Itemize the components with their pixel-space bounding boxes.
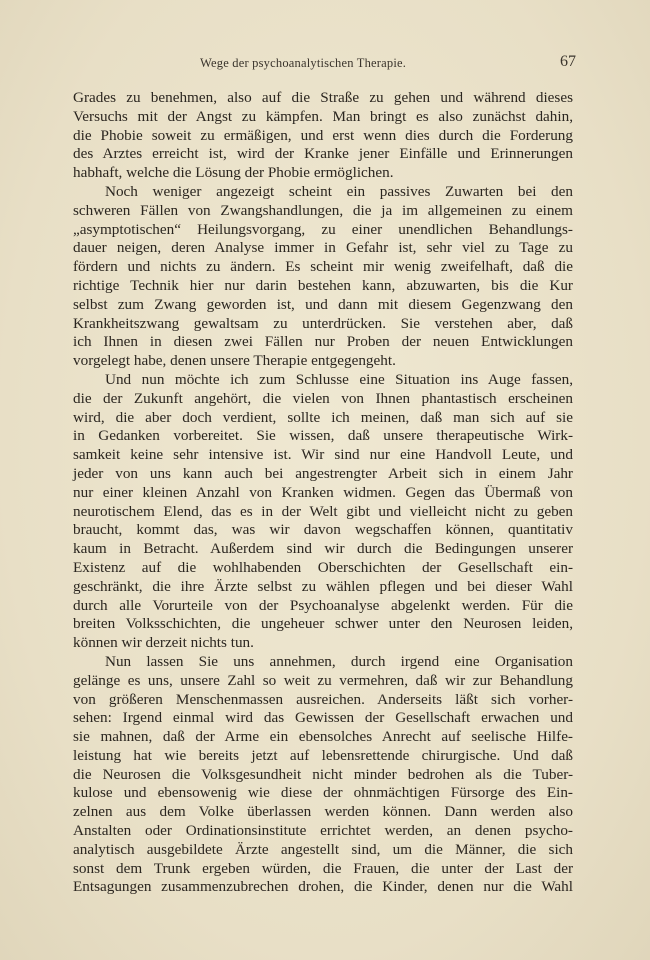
text-line: dauer neigen, deren Analyse immer in Gefahr ist, sehr viel zu Tage zu [73, 239, 573, 257]
text-line: kaum in Betracht. Außerdem sind wir durch die Bedingungen unserer [73, 540, 573, 558]
body-text [73, 89, 573, 897]
text-line: sie mahnen, daß der Arme ein ebensolches Anrecht auf seelische Hilfe- [73, 728, 573, 746]
text-line: breiten Volksschichten, die ungeheuer schwer unter den Neurosen leiden, [73, 615, 573, 633]
text-line: Und nun möchte ich zum Schlusse eine Situation ins Auge fassen, [105, 370, 573, 388]
text-line: die der Zukunft angehört, die vielen von Ihnen phantastisch erscheinen [73, 389, 573, 407]
text-line: Krankheitszwang gewaltsam zu unterdrücken. Sie verstehen aber, daß [73, 314, 573, 332]
text-line: wird, die aber doch verdient, sollte ich meinen, daß man sich auf sie [73, 408, 573, 426]
text-line: leistung hat wie bereits jetzt auf lebensrettende chirurgische. Und daß [73, 746, 573, 764]
text-line: geschränkt, die ihre Ärzte selbst zu wählen pflegen und bei dieser Wahl [73, 577, 573, 595]
text-line: Existenz auf die wohlhabenden Oberschichten der Gesellschaft ein- [73, 558, 573, 576]
text-line: samkeit keine sehr intensive ist. Wir sind nur eine Handvoll Leute, und [73, 446, 573, 464]
paragraph [73, 653, 573, 897]
text-line: gelänge es uns, unsere Zahl so weit zu vermehren, daß wir zur Behandlung [73, 671, 573, 689]
text-line: können wir derzeit nichts tun. [73, 634, 254, 652]
text-line: von größeren Menschenmassen ausreichen. Anderseits läßt sich vorher- [73, 690, 573, 708]
text-line: jeder von uns kann auch bei angestrengter Arbeit sich in einem Jahr [73, 464, 573, 482]
text-line: in Gedanken vorbereitet. Sie wissen, daß unsere therapeutische Wirk- [73, 427, 573, 445]
text-line: Versuchs mit der Angst zu kämpfen. Man bringt es also zunächst dahin, [73, 107, 573, 125]
text-line: Noch weniger angezeigt scheint ein passives Zuwarten bei den [105, 182, 573, 200]
text-line: sehen: Irgend einmal wird das Gewissen der Gesellschaft erwachen und [73, 709, 573, 727]
paragraph [73, 371, 573, 653]
text-line: Entsagungen zusammenzubrechen drohen, die Kinder, denen nur die Wahl [73, 878, 573, 896]
running-head: Wege der psychoanalytischen Therapie. [200, 56, 407, 70]
paragraph [73, 183, 573, 371]
text-line: die Phobie soweit zu ermäßigen, und erst wenn dies durch die Forderung [73, 126, 573, 144]
text-line: nur einer kleinen Anzahl von Kranken widmen. Gegen das Übermaß von [73, 483, 573, 501]
text-line: neurotischem Elend, das es in der Welt gibt und vielleicht nicht zu geben [73, 502, 573, 520]
text-line: ich Ihnen in diesen zwei Fällen nur Proben der neuen Entwicklungen [73, 333, 573, 351]
text-line: kulose und ebensowenig wie diese der ohnmächtigen Fürsorge des Ein- [73, 784, 573, 802]
text-line: „asymptotischen“ Heilungsvorgang, zu einer unendlichen Behandlungs- [73, 220, 573, 238]
page-number: 67 [560, 53, 576, 70]
text-line: sonst dem Trunk ergeben würden, die Frauen, die unter der Last der [73, 859, 573, 877]
text-line: richtige Technik hier nur darin bestehen kann, abzuwarten, bis die Kur [73, 276, 573, 294]
text-line: habhaft, welche die Lösung der Phobie ermöglichen. [73, 164, 394, 182]
text-line: des Arztes erreicht ist, wird der Kranke jener Einfälle und Erinnerungen [73, 145, 573, 163]
text-line: vorgelegt habe, denen unsere Therapie entgegengeht. [73, 352, 396, 370]
text-line: fördern und nichts zu ändern. Es scheint mir wenig zweifelhaft, daß die [73, 258, 573, 276]
text-line: selbst zum Zwang geworden ist, und dann mit diesem Gegenzwang den [73, 295, 573, 313]
text-line: schweren Fällen von Zwangshandlungen, die ja im allgemeinen zu einem [73, 201, 573, 219]
text-line: Nun lassen Sie uns annehmen, durch irgend eine Organisation [105, 652, 573, 670]
paragraph [73, 89, 573, 183]
text-line: zelnen aus dem Volke überlassen werden können. Dann werden also [73, 803, 573, 821]
text-line: durch alle Vorurteile von der Psychoanalyse abgelenkt werden. Für die [73, 596, 573, 614]
text-line: braucht, kommt das, was wir davon wegschaffen können, quantitativ [73, 521, 573, 539]
text-line: Anstalten oder Ordinationsinstitute errichtet werden, an denen psycho- [73, 822, 573, 840]
text-line: analytisch ausgebildete Ärzte angestellt sind, um die Männer, die sich [73, 840, 573, 858]
text-line: die Neurosen die Volksgesundheit nicht minder bedrohen als die Tuber- [73, 765, 573, 783]
text-line: Grades zu benehmen, also auf die Straße zu gehen und während dieses [73, 89, 573, 106]
